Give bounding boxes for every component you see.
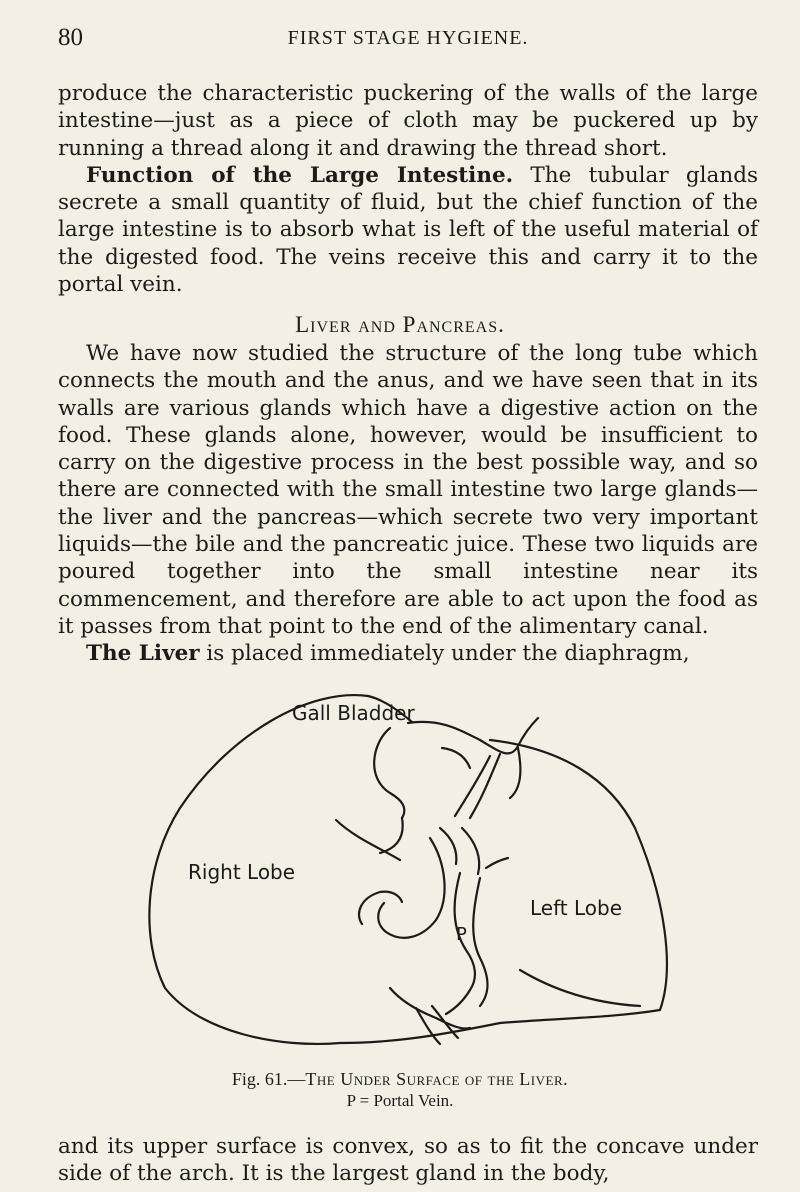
- paragraph-upper-surface: and its upper surface is convex, so as to fit the concave under side of the arch. It is the largest gland in the body,: [58, 1134, 758, 1187]
- gall-bladder-label: Gall Bladder: [292, 701, 415, 725]
- liver-illustration: [140, 688, 680, 1060]
- fissure-contour: [380, 818, 403, 853]
- hepatic-duct: [440, 828, 479, 874]
- lower-notch: [390, 988, 470, 1029]
- paragraph-liver-pancreas: We have now studied the structure of the long tube which connects the mouth and the anus, and we have seen that in its walls are various glands which have a digestive action on the food. These glands alone, however, would be insufficient to carry on the digestive process in the best possible way, and so there are connected with the small intestine two large glands—the liver and the pancreas—which secrete two very important liquids—the bile and the pancreatic juice. These two liquids are poured together into the small intestine near its commencement, and therefore are able to act upon the food as it passes from that point to the end of the alimentary canal.: [58, 341, 758, 639]
- figure-number: Fig. 61.—: [231, 1069, 306, 1089]
- text-block-2: [58, 340, 758, 668]
- text-block-1: [58, 80, 758, 298]
- figure-key: P = Portal Vein.: [346, 1091, 454, 1110]
- portal-vein-label: P: [456, 924, 467, 945]
- figure-title: The Under Surface of the Liver.: [305, 1069, 569, 1089]
- left-lobe-label: Left Lobe: [530, 896, 623, 920]
- paragraph-text: is placed immediately under the diaphragm,: [199, 641, 690, 667]
- right-lobe-boundary: [336, 820, 400, 860]
- gall-bladder-duct: [455, 754, 500, 818]
- page-header: [58, 24, 758, 54]
- section-title: Liver and Pancreas.: [295, 312, 505, 337]
- paragraph-large-intestine-function: [58, 162, 758, 298]
- running-head: FIRST STAGE HYGIENE.: [287, 27, 529, 49]
- left-lower-contour: [520, 970, 640, 1006]
- figure-caption: [0, 1069, 800, 1090]
- page-number: 80: [58, 24, 83, 51]
- vena-cava: [473, 878, 487, 1006]
- paragraph-continued: produce the characteristic puckering of the walls of the large intestine—just as a piece of cloth may be puckered up by running a thread along it and drawing the thread short.: [58, 81, 758, 161]
- paragraph-heading: Function of the Large Intestine.: [86, 162, 514, 188]
- paragraph-heading: The Liver: [86, 641, 200, 667]
- text-block-3: [58, 1133, 758, 1188]
- paragraph-text: The tubular glands secrete a small quantity of fluid, but the chief function of the large intestine is to absorb what is left of the useful material of the digested food. The veins receive this and carry it to the portal vein.: [58, 162, 758, 298]
- right-lobe-label: Right Lobe: [188, 860, 296, 884]
- left-lobe-boundary: [486, 858, 508, 868]
- quadrate-contour: [374, 728, 404, 818]
- paragraph-liver: [58, 640, 758, 667]
